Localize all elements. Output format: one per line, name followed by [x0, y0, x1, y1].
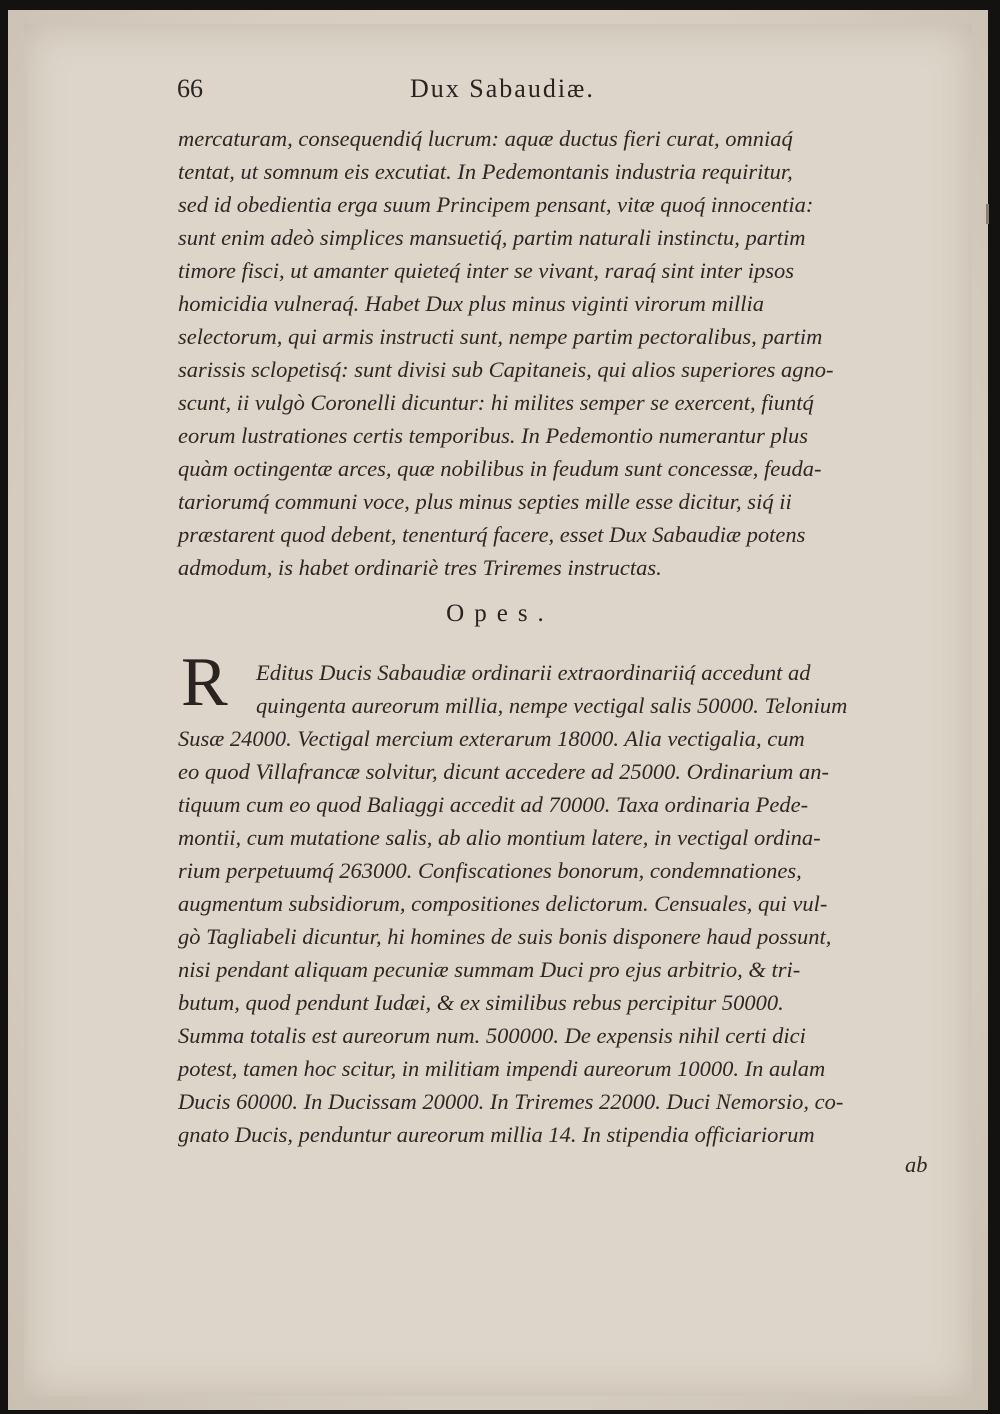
text-line: scunt, ii vulgò Coronelli dicuntur: hi milites semper se exercent, fiuntq́ — [178, 390, 814, 415]
text-line: nisi pendant aliquam pecuniæ summam Duci pro ejus arbitrio, & tri- — [178, 957, 801, 982]
text-line: butum, quod pendunt Iudæi, & ex similibus rebus percipitur 50000. — [178, 990, 784, 1015]
text-line: mercaturam, consequendiq́ lucrum: aquæ ductus fieri curat, omniaq́ — [178, 126, 793, 151]
text-line: præstarent quod debent, tenenturq́ facere, esset Dux Sabaudiæ potens — [178, 522, 806, 547]
text-line: potest, tamen hoc scitur, in militiam impendi aureorum 10000. In aulam — [178, 1056, 826, 1081]
text-line: eorum lustrationes certis temporibus. In Pedemontio numerantur plus — [178, 423, 808, 448]
text-line: tentat, ut somnum eis excutiat. In Pedemontanis industria requiritur, — [178, 159, 793, 184]
section-heading: Opes. — [446, 600, 554, 627]
text-line: eo quod Villafrancæ solvitur, dicunt accedere ad 25000. Ordinarium an- — [178, 759, 829, 784]
page-edge-mark — [986, 204, 989, 224]
text-line: admodum, is habet ordinariè tres Triremes instructas. — [178, 555, 662, 580]
drop-capital: R — [181, 644, 228, 721]
text-line: Editus Ducis Sabaudiæ ordinarii extraordinariiq́ accedunt ad — [256, 660, 811, 685]
text-line: rium perpetuumq́ 263000. Confiscationes bonorum, condemnationes, — [178, 858, 802, 883]
text-line: quàm octingentæ arces, quæ nobilibus in feudum sunt concessæ, feuda- — [178, 456, 822, 481]
text-line: gò Tagliabeli dicuntur, hi homines de suis bonis disponere haud possunt, — [178, 924, 832, 949]
text-line: sed id obedientia erga suum Principem pensant, vitæ quoq́ innocentia: — [178, 192, 814, 217]
text-line: gnato Ducis, penduntur aureorum millia 14. In stipendia officiariorum — [178, 1122, 815, 1147]
running-title: Dux Sabaudiæ. — [410, 74, 595, 103]
text-line: tariorumq́ communi voce, plus minus septies mille esse dicitur, siq́ ii — [178, 489, 792, 514]
text-line: sunt enim adeò simplices mansuetiq́, partim naturali instinctu, partim — [178, 225, 806, 250]
text-line: tiquum cum eo quod Baliaggi accedit ad 70000. Taxa ordinaria Pede- — [178, 792, 809, 817]
text-line: Ducis 60000. In Ducissam 20000. In Triremes 22000. Duci Nemorsio, co- — [178, 1089, 844, 1114]
text-line: sarissis sclopetisq́: sunt divisi sub Capitaneis, qui alios superiores agno- — [178, 357, 834, 382]
catchword: ab — [905, 1152, 928, 1177]
text-line: homicidia vulneraq́. Habet Dux plus minus viginti virorum millia — [178, 291, 764, 316]
text-line: quingenta aureorum millia, nempe vectigal salis 50000. Telonium — [256, 693, 848, 718]
text-line: timore fisci, ut amanter quieteq́ inter se vivant, raraq́ sint inter ipsos — [178, 258, 794, 283]
page-header — [0, 72, 1000, 112]
text-line: Summa totalis est aureorum num. 500000. De expensis nihil certi dici — [178, 1023, 806, 1048]
text-line: selectorum, qui armis instructi sunt, nempe partim pectoralibus, partim — [178, 324, 823, 349]
page-number: 66 — [177, 74, 203, 103]
text-line: montii, cum mutatione salis, ab alio montium latere, in vectigal ordina- — [178, 825, 821, 850]
text-line: Susæ 24000. Vectigal mercium exterarum 18000. Alia vectigalia, cum — [178, 726, 805, 751]
text-line: augmentum subsidiorum, compositiones delictorum. Censuales, qui vul- — [178, 891, 828, 916]
